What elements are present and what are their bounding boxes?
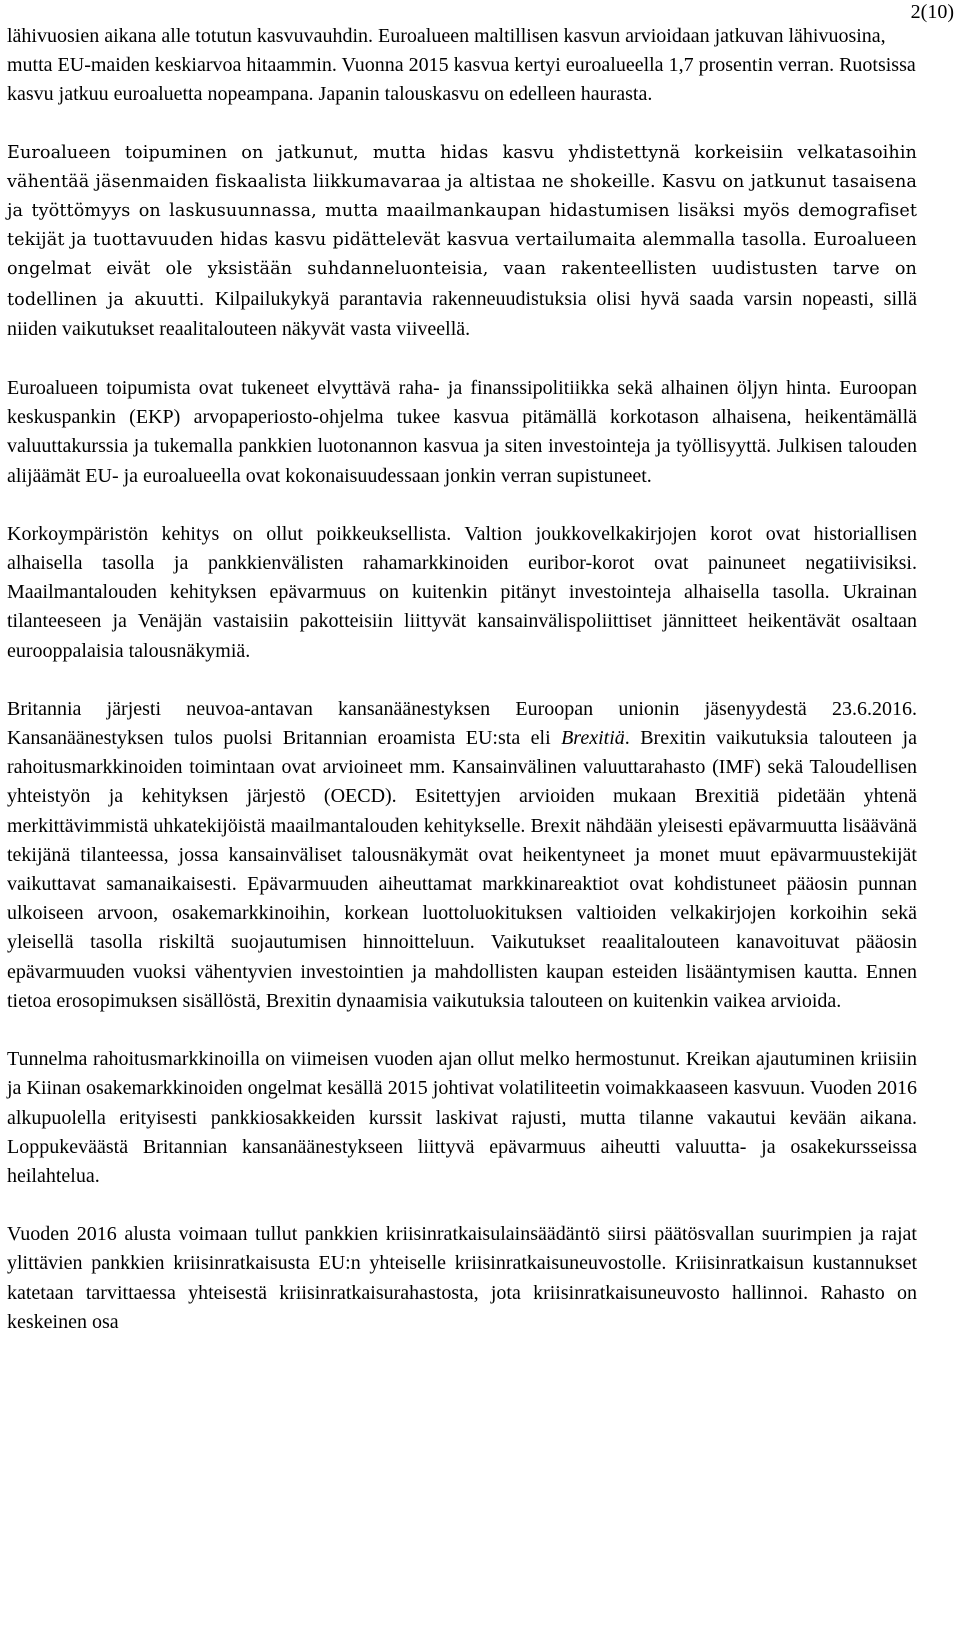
paragraph-text: Vuoden 2016 alusta voimaan tullut pankkien kriisinratkaisulainsäädäntö siirsi päätösvallan suurimpien ja rajat ylittävien pankkien kriisinratkaisusta EU:n yhteiselle kriisinratkaisuneuvostolle. Kriisinratkaisun kustannukset katetaan tarvittaessa yhteisestä kriisinratkaisurahastosta, jota kriisinratkaisuneuvosto hallinnoi. Rahasto on keskeinen osa — [7, 1223, 917, 1333]
paragraph-bank-resolution — [7, 1220, 917, 1337]
paragraph-tail-text: Kilpailukykyä parantavia rakenneuudistuksia olisi hyvä saada varsin nopeasti, sillä niiden vaikutukset reaalitalouteen näkyvät vasta viiveellä. — [7, 287, 917, 340]
paragraph-text: Tunnelma rahoitusmarkkinoilla on viimeisen vuoden ajan ollut melko hermostunut. Kreikan ajautuminen kriisiin ja Kiinan osakemarkkinoiden ongelmat kesällä 2015 johtivat volatiliteetin voimakkaaseen kasvuun. Vuoden 2016 alkupuolella erityisesti pankkiosakkeiden kurssit laskivat rajusti, mutta tilanne vakautui kevään aikana. Loppukeväästä Britannian kansanäänestykseen liittyvä epävarmuus aiheutti valuutta- ja osakekursseissa heilahtelua. — [7, 1048, 917, 1187]
paragraph-interest-rates — [7, 520, 917, 666]
paragraph-monetary-policy — [7, 374, 917, 491]
paragraph-text-part: . Brexitin vaikutuksia talouteen ja rahoitusmarkkinoiden toimintaan ovat arvioineet mm. Kansainvälinen valuuttarahasto (IMF) sekä Taloudellisen yhteistyön ja kehityksen järjestö (OECD). Esitettyjen arvioiden mukaan Brexitiä pidetään yhtenä merkittävimmistä uhkatekijöistä maailmantalouden kehitykselle. Brexit nähdään yleisesti epävarmuutta lisäävänä tekijänä tilanteessa, jossa kansainväliset talousnäkymät ovat heikentyneet ja monet muut epävarmuustekijät vaikuttavat samanaikaisesti. Epävarmuuden aiheuttamat markkinareaktiot ovat kohdistuneet pääosin punnan ulkoiseen arvoon, osakemarkkinoihin, korkean luottoluokituksen valtioiden velkakirjojen korkoihin sekä yleisellä tasolla riskiltä suojautumisen hinnoitteluun. Vaikutukset reaalitalouteen kanavoituvat pääosin epävarmuuden vuoksi vähentyvien investointien ja mahdollisten kaupan esteiden lisääntymisen kautta. Ennen tietoa erosopimuksen sisällöstä, Brexitin dynaamisia vaikutuksia talouteen on kuitenkin vaikea arvioida. — [7, 727, 917, 1012]
brexit-term: Brexitiä — [561, 727, 625, 750]
paragraph-brexit — [7, 695, 917, 1016]
paragraph-text: Euroalueen toipumista ovat tukeneet elvyttävä raha- ja finanssipolitiikka sekä alhainen öljyn hinta. Euroopan keskuspankin (EKP) arvopaperiosto-ohjelma tukee kasvua pitämällä korkotason alhaisena, heikentämällä valuuttakurssia ja tukemalla pankkien luotonannon kasvua ja siten investointeja ja työllisyyttä. Julkisen talouden alijäämät EU- ja euroalueella ovat kokonaisuudessaan jonkin verran supistuneet. — [7, 377, 917, 487]
paragraph-main-text: Euroalueen toipuminen on jatkunut, mutta hidas kasvu yhdistettynä korkeisiin velkatasoihin vähentää jäsenmaiden fiskaalista liikkumavaraa ja altistaa ne shokeille. Kasvu on jatkunut tasaisena ja työttömyys on laskusuunnassa, mutta maailmankaupan hidastumisen lisäksi myös demografiset tekijät ja tuottavuuden hidas kasvu pidättelevät kasvua vertailumaita alemmalla tasolla. Euroalueen ongelmat eivät ole yksistään suhdanneluonteisia, vaan rakenteellisten uudistusten tarve on todellinen ja akuutti. — [7, 142, 917, 310]
paragraph-text — [7, 139, 917, 345]
paragraph-euro-recovery — [7, 139, 917, 345]
paragraph-text: lähivuosien aikana alle totutun kasvuvauhdin. Euroalueen maltillisen kasvun arvioidaan jatkuvan lähivuosina, mutta EU-maiden keskiarvoa hitaammin. Vuonna 2015 kasvua kertyi euroalueella 1,7 prosentin verran. Ruotsissa kasvu jatkuu euroaluetta nopeampana. Japanin talouskasvu on edelleen haurasta. — [7, 25, 916, 106]
paragraph-economic-outlook — [7, 22, 917, 110]
paragraph-text-part: Britannia järjesti neuvoa-antavan kansanäänestyksen Euroopan unionin jäsenyydestä 23.6.2016. Kansanäänestyksen tulos puolsi Britannian eroamista EU:sta eli — [7, 697, 917, 750]
document-body — [7, 22, 917, 1337]
paragraph-financial-markets — [7, 1045, 917, 1191]
paragraph-text: Korkoympäristön kehitys on ollut poikkeuksellista. Valtion joukkovelkakirjojen korot ovat historiallisen alhaisella tasolla ja pankkienvälisten rahamarkkinoiden euribor-korot ovat painuneet negatiivisiksi. Maailmantalouden kehityksen epävarmuus on kuitenkin pitänyt investointeja alhaisella tasolla. Ukrainan tilanteeseen ja Venäjän vastaisiin pakotteisiin liittyvät kansainvälispoliittiset jännitteet heikentävät osaltaan eurooppalaisia talousnäkymiä. — [7, 522, 917, 662]
paragraph-text — [7, 695, 917, 1016]
page-number: 2(10) — [910, 1, 954, 23]
